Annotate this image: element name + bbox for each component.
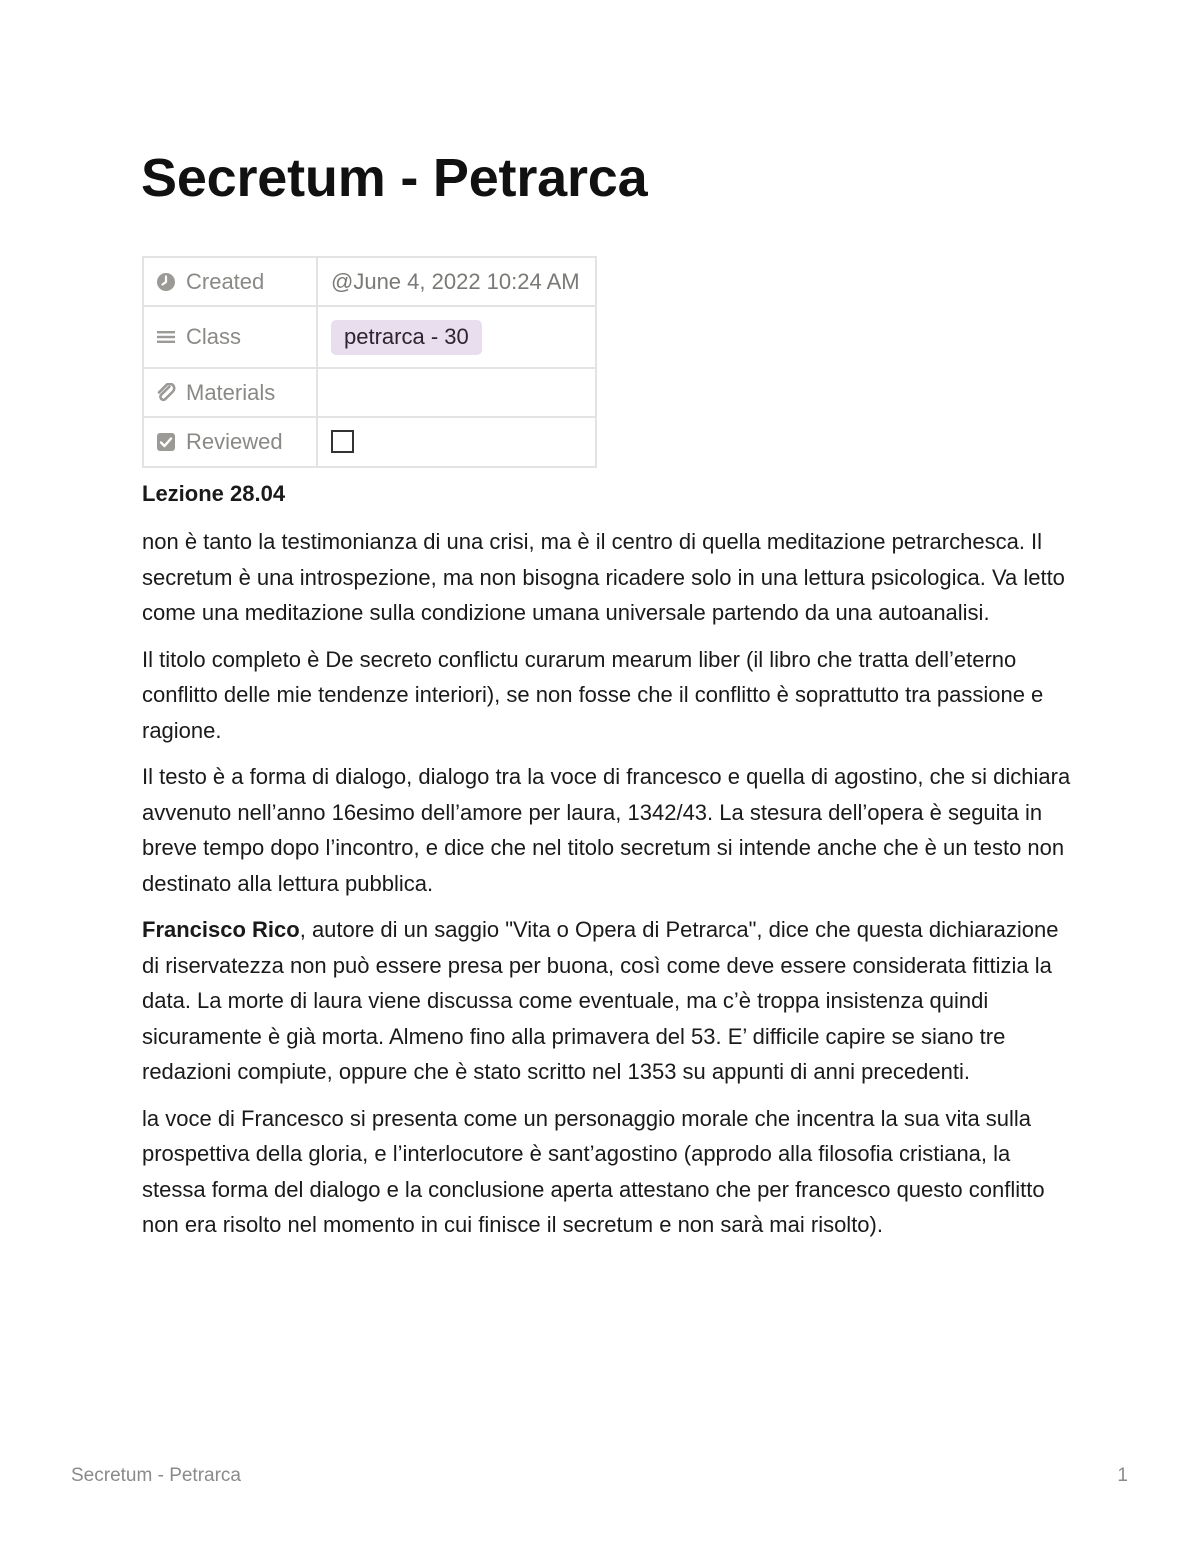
property-label: Created — [186, 268, 265, 294]
property-key-reviewed — [143, 417, 317, 467]
created-date: @June 4, 2022 10:24 AM — [331, 268, 580, 294]
page-title: Secretum - Petrarca — [141, 148, 648, 208]
checkbox-icon — [156, 432, 176, 452]
paragraph: non è tanto la testimonianza di una crisi, ma è il centro di quella meditazione petrarchesca. Il secretum è una introspezione, ma non bisogna ricadere solo in una lettura psicologica. Va letto come una meditazione sulla condizione umana universale partendo da una autoanalisi. — [142, 529, 1065, 625]
property-value-class — [317, 306, 596, 368]
paperclip-icon — [156, 383, 176, 403]
property-row-class — [143, 306, 596, 368]
page-content — [142, 478, 1072, 1254]
paragraph: Il testo è a forma di dialogo, dialogo tra la voce di francesco e quella di agostino, che si dichiara avvenuto nell’anno 16esimo dell’amore per laura, 1342/43. La stesura dell’opera è seguita in breve tempo dopo l’incontro, e dice che nel titolo secretum si intende anche che è un testo non destinato alla lettura pubblica. — [142, 764, 1071, 896]
paragraph — [142, 912, 1072, 1090]
list-icon — [156, 327, 176, 347]
paragraph-text: , autore di un saggio "Vita o Opera di Petrarca", dice che questa dichiarazione di riservatezza non può essere presa per buona, così come deve essere considerata fittizia la data. La morte di laura viene discussa come eventuale, ma c’è troppa insistenza quindi sicuramente è già morta. Almeno fino alla primavera del 53. E’ difficile capire se siano tre redazioni compiute, oppure che è stato scritto nel 1353 su appunti di anni precedenti. — [142, 917, 1059, 1084]
property-label: Class — [186, 324, 242, 349]
lesson-heading: Lezione 28.04 — [142, 481, 286, 506]
class-tag[interactable]: petrarca - 30 — [331, 320, 482, 355]
author-name: Francisco Rico — [142, 917, 300, 942]
property-label: Reviewed — [186, 429, 283, 454]
paragraph: Il titolo completo è De secreto conflictu curarum mearum liber (il libro che tratta dell’eterno conflitto delle mie tendenze interiori), se non fosse che il conflitto è soprattutto tra passione e ragione. — [142, 646, 1044, 743]
clock-icon — [156, 272, 176, 292]
property-label: Materials — [186, 379, 276, 405]
page-number: 1 — [1117, 1465, 1128, 1486]
property-key-materials — [143, 368, 317, 417]
property-value-reviewed — [317, 417, 596, 467]
property-row-reviewed — [143, 417, 596, 467]
reviewed-checkbox[interactable] — [331, 430, 354, 453]
paragraph: la voce di Francesco si presenta come un personaggio morale che incentra la sua vita sulla prospettiva della gloria, e l’interlocutore è sant’agostino (approdo alla filosofia cristiana, la stessa forma del dialogo e la conclusione aperta attestano che per francesco questo conflitto non era risolto nel momento in cui finisce il secretum e non sarà mai risolto). — [142, 1105, 1045, 1237]
property-value-materials[interactable] — [317, 368, 596, 417]
property-key-class — [143, 306, 317, 368]
property-row-created — [143, 257, 596, 306]
property-key-created — [143, 257, 317, 306]
properties-table — [142, 256, 597, 468]
footer-title: Secretum - Petrarca — [71, 1465, 241, 1486]
property-row-materials — [143, 368, 596, 417]
property-value-created — [317, 257, 596, 306]
